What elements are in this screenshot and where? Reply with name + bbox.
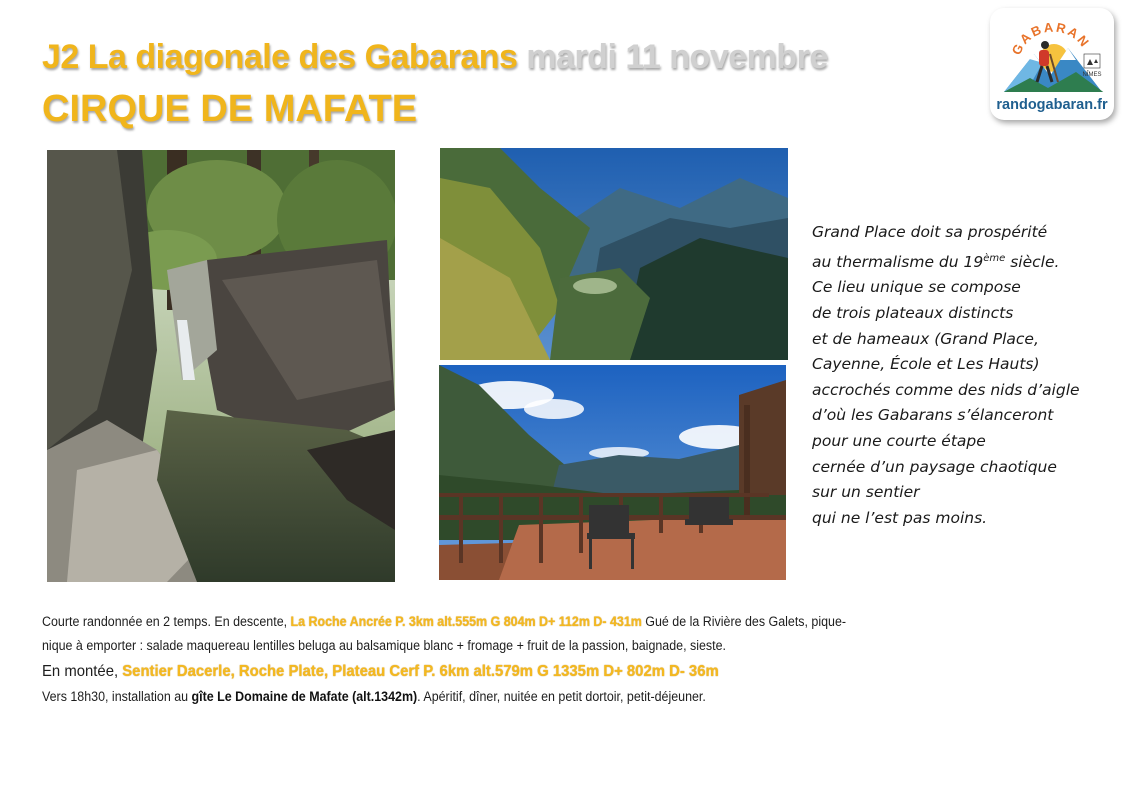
title-route: J2 La diagonale des Gabarans (42, 38, 518, 76)
gite-name: gîte Le Domaine de Mafate (alt.1342m) (191, 689, 418, 704)
description-line: qui ne l’est pas moins. (812, 508, 988, 527)
description-line: d’où les Gabarans s’élanceront (812, 406, 1054, 425)
description-line: et de hameaux (Grand Place, (812, 329, 1039, 348)
info-line-picnic: nique à emporter : salade maquereau lentilles beluga au balsamique blanc + fromage + fruit de la passion, baignade, sieste. (42, 638, 726, 653)
info-line-ascent: En montée, Sentier Dacerle, Roche Plate, Plateau Cerf P. 6km alt.579m G 1335m D+ 802m D- 36m (42, 663, 719, 680)
description-line: au thermalisme du 19ème siècle. (812, 252, 1060, 271)
descent-stats: La Roche Ancrée P. 3km alt.555m G 804m D+ 112m D- 431m (290, 614, 642, 629)
logo-url: randogabaran.fr (996, 97, 1108, 113)
description-line: accrochés comme des nids d’aigle (812, 380, 1080, 399)
stage-description (812, 220, 1112, 531)
title-date: mardi 11 novembre (517, 38, 828, 76)
photo-waterfall-gorge (47, 150, 395, 582)
gabaran-logo[interactable] (990, 8, 1114, 120)
itinerary-info (42, 610, 1019, 709)
description-line: pour une courte étape (812, 431, 986, 450)
photo-gite-terrace (439, 365, 786, 580)
description-line: Grand Place doit sa prospérité (812, 223, 1048, 241)
info-line-descent: Courte randonnée en 2 temps. En descente, La Roche Ancrée P. 3km alt.555m G 804m D+ 112m D- 431m Gué de la Rivière des Galets, pique- (42, 614, 847, 629)
description-line: Ce lieu unique se compose (812, 278, 1021, 297)
description-line: Cayenne, École et Les Hauts) (812, 355, 1040, 374)
hiker-mountain-logo-icon (990, 8, 1114, 120)
info-line-gite: Vers 18h30, installation au gîte Le Domaine de Mafate (alt.1342m). Apéritif, dîner, nuitée en petit dortoir, petit-déjeuner. (42, 689, 706, 704)
page-subtitle: CIRQUE DE MAFATE (42, 88, 418, 130)
logo-side-text: NÎMES (1082, 72, 1102, 78)
page-title (42, 38, 828, 77)
ascent-stats: Sentier Dacerle, Roche Plate, Plateau Cerf P. 6km alt.579m G 1335m D+ 802m D- 36m (122, 663, 719, 680)
description-line: de trois plateaux distincts (812, 303, 1014, 322)
logo-arc-text: GABARAN (1008, 19, 1094, 58)
description-line: sur un sentier (812, 483, 920, 502)
photo-cirque-view (440, 148, 788, 360)
description-line: cernée d’un paysage chaotique (812, 457, 1057, 476)
